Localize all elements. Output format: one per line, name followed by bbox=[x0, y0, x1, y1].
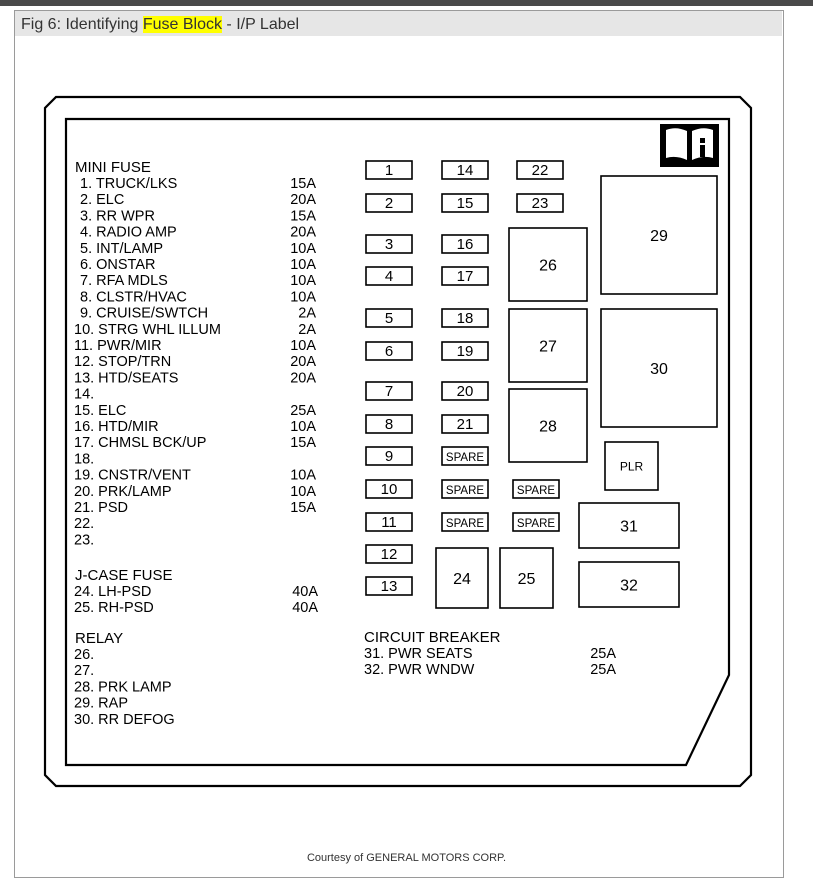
relay-block bbox=[601, 309, 717, 427]
mini-fuse-label: 22. bbox=[74, 516, 95, 533]
mini-fuse-label: 9. CRUISE/SWTCH bbox=[80, 305, 209, 322]
relay-block-label: PLR bbox=[619, 459, 644, 474]
relay-block bbox=[509, 389, 587, 462]
mini-fuse-amp: 2A bbox=[298, 305, 316, 322]
mini-fuse-amp: 10A bbox=[290, 483, 316, 500]
fuse-slot-label: SPARE bbox=[516, 485, 556, 497]
mini-fuse-label: 7. RFA MDLS bbox=[80, 273, 168, 290]
spare-fuse-slot bbox=[442, 447, 488, 465]
fuse-slot-label: 9 bbox=[384, 448, 394, 465]
relay-heading: RELAY bbox=[75, 630, 124, 647]
fuse-slot-label: 14 bbox=[456, 162, 474, 179]
fuse-slot-label: 20 bbox=[456, 383, 474, 400]
relay-block bbox=[500, 548, 553, 608]
mini-fuse-amp: 25A bbox=[290, 402, 316, 419]
fuse-slot bbox=[366, 480, 412, 498]
mini-fuse-label: 20. PRK/LAMP bbox=[74, 483, 172, 500]
spare-fuse-slot bbox=[442, 513, 488, 531]
mini-fuse-label: 12. STOP/TRN bbox=[74, 354, 172, 371]
jcase-fuse-label: 24. LH-PSD bbox=[74, 584, 152, 600]
relay-label: 27. bbox=[74, 663, 95, 680]
relay-label: 30. RR DEFOG bbox=[74, 711, 175, 728]
mini-fuse-amp: 15A bbox=[290, 500, 316, 516]
fuse-slot bbox=[366, 161, 412, 179]
mini-fuse-label: 1. TRUCK/LKS bbox=[80, 176, 178, 192]
fuse-slot-label: 11 bbox=[381, 514, 397, 531]
mini-fuse-label: 14. bbox=[74, 386, 95, 403]
spare-fuse-slot bbox=[513, 480, 559, 498]
fuse-slot bbox=[366, 309, 412, 327]
fuse-slot-label: SPARE bbox=[445, 518, 485, 530]
mini-fuse-amp: 20A bbox=[290, 370, 316, 387]
fuse-slot-label: 13 bbox=[380, 578, 398, 595]
mini-fuse-amp: 10A bbox=[290, 273, 316, 290]
mini-fuse-label: 15. ELC bbox=[74, 402, 127, 419]
fuse-slot bbox=[366, 235, 412, 253]
fuse-slot bbox=[366, 415, 412, 433]
relay-block-label: 28 bbox=[539, 418, 557, 436]
jcase-fuse-amp: 40A bbox=[292, 584, 318, 600]
circuit-breaker-amp: 25A bbox=[590, 662, 616, 679]
fuse-slot bbox=[442, 267, 488, 285]
fuse-slot bbox=[442, 194, 488, 212]
mini-fuse-amp: 10A bbox=[290, 338, 316, 354]
fuse-slot-label: 3 bbox=[384, 236, 394, 253]
fuse-slot-label: 22 bbox=[531, 162, 549, 179]
fuse-slot-label: 17 bbox=[456, 268, 474, 285]
fuse-slot bbox=[442, 415, 488, 433]
mini-fuse-label: 21. PSD bbox=[74, 500, 128, 516]
mini-fuse-amp: 10A bbox=[290, 257, 316, 273]
fuse-slot-label: 15 bbox=[456, 195, 474, 212]
mini-fuse-amp: 20A bbox=[290, 192, 316, 209]
fuse-slot-label: 23 bbox=[531, 195, 549, 212]
relay-block-label: 27 bbox=[539, 338, 557, 356]
fuse-slot-label: SPARE bbox=[516, 518, 556, 530]
fuse-slot bbox=[366, 382, 412, 400]
book-info-icon bbox=[660, 124, 719, 167]
fuse-slot bbox=[517, 161, 563, 179]
mini-fuse-label: 2. ELC bbox=[80, 192, 125, 209]
mini-fuse-amp: 2A bbox=[298, 321, 316, 338]
fuse-slot bbox=[442, 342, 488, 360]
mini-fuse-amp: 10A bbox=[290, 289, 316, 306]
mini-fuse-amp: 10A bbox=[290, 467, 316, 484]
caption-suffix: - I/P Label bbox=[221, 16, 300, 33]
fuse-slot-label: 8 bbox=[384, 416, 394, 433]
caption-prefix: Fig 6: Identifying bbox=[21, 16, 143, 33]
fuse-slot-label: 1 bbox=[384, 162, 394, 179]
mini-fuse-label: 6. ONSTAR bbox=[80, 257, 156, 273]
relay-block bbox=[579, 503, 679, 548]
mini-fuse-label: 17. CHMSL BCK/UP bbox=[74, 435, 207, 452]
fuse-slot bbox=[366, 194, 412, 212]
fuse-slot bbox=[442, 309, 488, 327]
relay-block-label: 31 bbox=[620, 518, 638, 536]
circuit-breaker-heading: CIRCUIT BREAKER bbox=[364, 629, 501, 646]
jcase-fuse-amp: 40A bbox=[292, 600, 318, 617]
fuse-slot-label: 10 bbox=[380, 481, 398, 498]
fuse-slot-label: 19 bbox=[456, 343, 474, 360]
jcase-fuse-label: 25. RH-PSD bbox=[74, 600, 154, 617]
mini-fuse-heading: MINI FUSE bbox=[75, 159, 151, 176]
fuse-slot bbox=[366, 342, 412, 360]
fuse-slot-label: 16 bbox=[456, 236, 474, 253]
mini-fuse-amp: 15A bbox=[290, 208, 316, 225]
relay-block-label: 29 bbox=[650, 227, 668, 245]
fuse-slot bbox=[442, 382, 488, 400]
relay-block bbox=[601, 176, 717, 294]
mini-fuse-label: 8. CLSTR/HVAC bbox=[80, 289, 187, 306]
spare-fuse-slot bbox=[442, 480, 488, 498]
circuit-breaker-amp: 25A bbox=[590, 646, 616, 662]
mini-fuse-label: 10. STRG WHL ILLUM bbox=[74, 321, 221, 338]
mini-fuse-amp: 20A bbox=[290, 354, 316, 371]
fuse-slot-label: 18 bbox=[456, 310, 474, 327]
relay-block bbox=[579, 562, 679, 607]
fuse-slot-label: 6 bbox=[384, 343, 394, 360]
relay-block-label: 25 bbox=[517, 570, 536, 588]
fuse-slot bbox=[366, 267, 412, 285]
fuse-slot-label: 2 bbox=[384, 195, 394, 212]
relay-block-label: 24 bbox=[453, 570, 471, 588]
mini-fuse-label: 3. RR WPR bbox=[80, 208, 155, 225]
relay-block bbox=[509, 309, 587, 382]
fuse-slot-label: 12 bbox=[380, 546, 398, 563]
fuse-slot-label: 4 bbox=[384, 268, 394, 285]
mini-fuse-label: 5. INT/LAMP bbox=[80, 240, 163, 257]
fuse-slot bbox=[517, 194, 563, 212]
credit-line: Courtesy of GENERAL MOTORS CORP. bbox=[306, 852, 507, 864]
relay-label: 28. PRK LAMP bbox=[74, 679, 172, 696]
circuit-breaker-label: 31. PWR SEATS bbox=[364, 646, 473, 662]
fuse-slot-label: 7 bbox=[384, 383, 394, 400]
mini-fuse-label: 4. RADIO AMP bbox=[80, 224, 177, 241]
mini-fuse-amp: 10A bbox=[290, 240, 316, 257]
relay-label: 29. RAP bbox=[74, 695, 128, 712]
mini-fuse-label: 18. bbox=[74, 451, 95, 468]
circuit-breaker-label: 32. PWR WNDW bbox=[364, 662, 475, 679]
fuse-slot bbox=[442, 235, 488, 253]
mini-fuse-amp: 15A bbox=[290, 435, 316, 452]
mini-fuse-amp: 20A bbox=[290, 224, 316, 241]
spare-fuse-slot bbox=[513, 513, 559, 531]
fuse-slot-label: SPARE bbox=[445, 452, 485, 464]
mini-fuse-label: 16. HTD/MIR bbox=[74, 419, 159, 435]
fuse-slot-label: 5 bbox=[384, 310, 394, 327]
fuse-slot bbox=[366, 577, 412, 595]
fuse-slot bbox=[442, 161, 488, 179]
relay-label: 26. bbox=[74, 647, 95, 663]
mini-fuse-amp: 15A bbox=[290, 176, 316, 192]
fuse-slot bbox=[366, 447, 412, 465]
fuse-slot bbox=[366, 545, 412, 563]
relay-block-label: 32 bbox=[620, 577, 638, 595]
relay-block-label: 26 bbox=[539, 257, 557, 275]
mini-fuse-amp: 10A bbox=[290, 419, 316, 435]
plr-relay bbox=[605, 442, 658, 490]
relay-block bbox=[436, 548, 488, 608]
mini-fuse-label: 11. PWR/MIR bbox=[74, 338, 162, 354]
fuse-slot bbox=[366, 513, 412, 531]
relay-block bbox=[509, 228, 587, 301]
caption-highlight: Fuse Block bbox=[142, 16, 222, 33]
jcase-fuse-heading: J-CASE FUSE bbox=[75, 567, 173, 584]
fuse-slot-label: 21 bbox=[456, 416, 474, 433]
mini-fuse-label: 23. bbox=[74, 532, 95, 549]
mini-fuse-label: 13. HTD/SEATS bbox=[74, 370, 179, 387]
fuse-slot-label: SPARE bbox=[445, 485, 485, 497]
relay-block-label: 30 bbox=[650, 360, 668, 378]
mini-fuse-label: 19. CNSTR/VENT bbox=[74, 467, 191, 484]
